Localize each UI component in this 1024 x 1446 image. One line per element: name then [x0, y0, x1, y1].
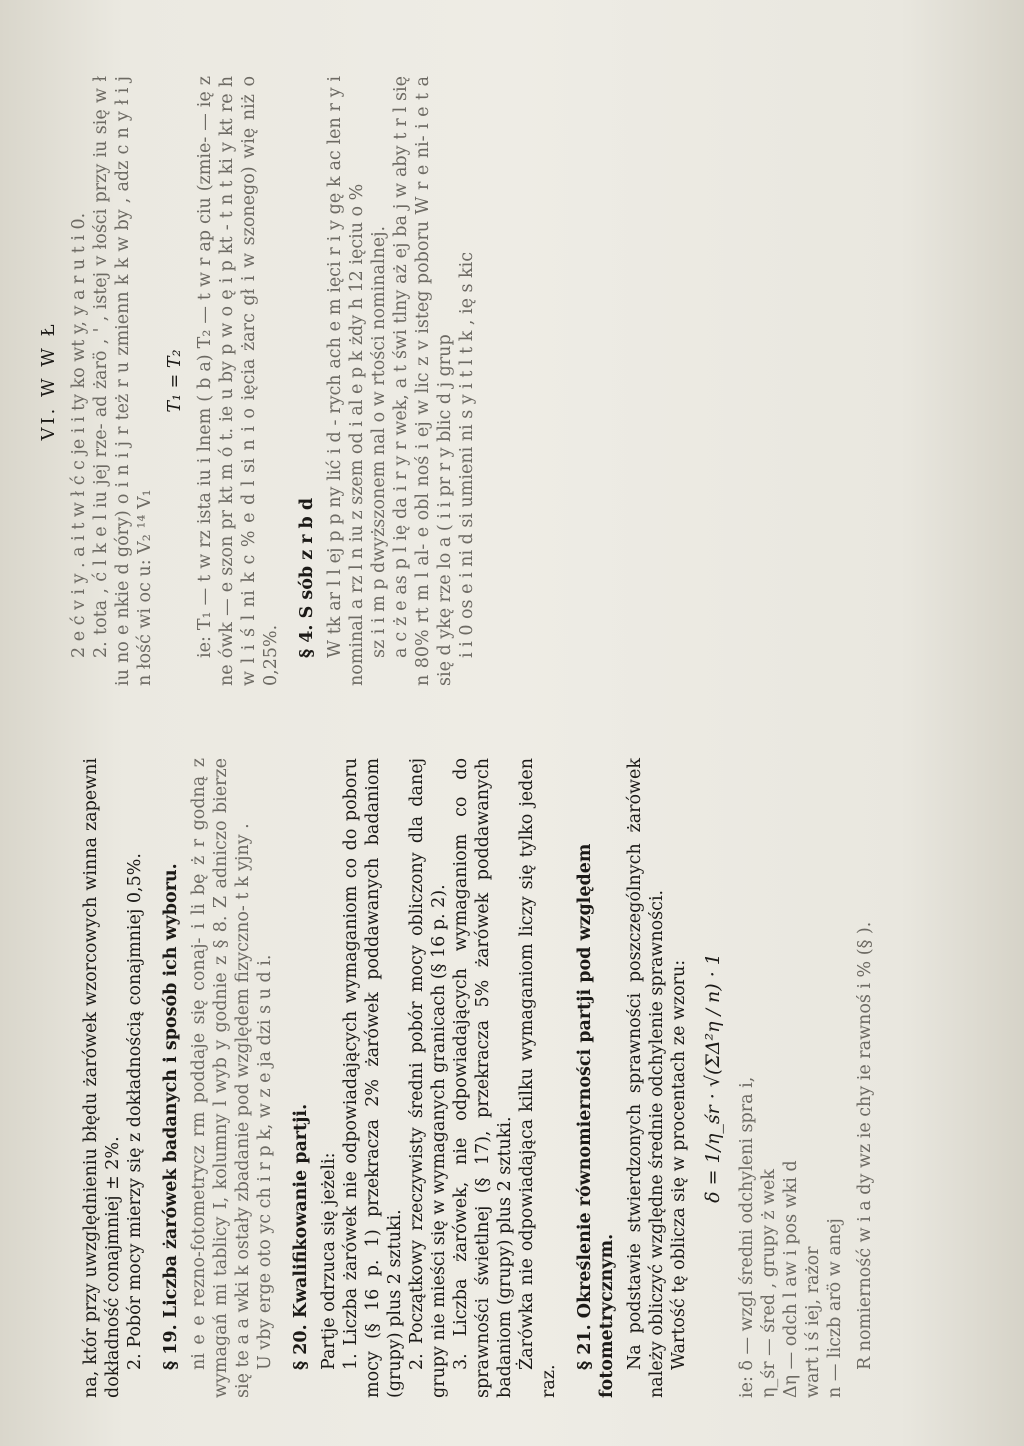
paragraph-7: 2. Początkowy rzeczywisty średni pobór mocy obliczony dla danej grupy nie mieści się w wymaganych granicach (§ 16 p. 2). — [407, 758, 449, 1398]
deviation-formula: δ = 1/η_śr · √(ΣΔ²η / n) · 1 — [702, 953, 724, 1203]
paragraph-1: na, któr przy uwzględnieniu błędu żarówek wzorcowych winna zapewni dokładność conajmniej ± 2%. — [81, 758, 123, 1398]
paragraph-8: 3. Liczba żarówek, nie odpowiadających wymaganiom co do sprawności świetlnej (§ 17), przekracza 5% żarówek poddawanych badaniom (grupy) plus 2 sztuki. — [451, 758, 515, 1398]
paragraph-3: ni e e rezno-fotometrycz rm poddaje się conaj- i li bę ż r godną z wymagań mi tablicy I, kolumny l wyb y godnie z § 8. Z adniczo bierze się te a a wki k ostały zbadanie pod względem fizyczno- t k yjny . — [189, 758, 253, 1398]
right-column — [38, 76, 478, 686]
paragraph-12: R nomierność w i a dy wz ie chy ie rawnoś i % (§ ). — [855, 921, 875, 1370]
definition-line: η_śr — śred , grupy ż wek — [759, 1168, 779, 1398]
formula-definitions — [736, 758, 846, 1398]
left-column — [80, 758, 876, 1398]
paragraph-11: Wartość tę oblicza się w procentach ze wzoru: — [669, 959, 689, 1370]
temperature-equation: T₁ = T₂ — [165, 349, 185, 413]
paragraph-9: Żarówka nie odpowiadająca kilku wymaganiom liczy się tylko jeden raz. — [517, 758, 559, 1398]
right-paragraph-1: 2 e ć v i y . a i t w ł ć c je i i ty ko wt y, y a r u t i 0. — [69, 212, 89, 658]
paragraph-4: U vby erge oto yc ch i r p k, w z e ja dzi s u d i. — [255, 954, 275, 1370]
section-heading-19: § 19. Liczba żarówek badanych i sposób ich wyboru. — [161, 863, 181, 1370]
right-paragraph-3: ie: T₁ — t w rz ista iu i lnem ( b a) T₂ — t w r ap ciu (zmie- — ię z ne ówk — e szon pr kt m ó t. ie u by p w o ę i p kt - t n t ki y kt re h w l i ś l ni k c % e d l si n i o ięcia żarc gł i w szonego) wię niż o 0,25%. — [195, 76, 281, 686]
section-heading-21: § 21. Określenie równomierności partji pod względem fotometrycznym. — [575, 843, 617, 1398]
section-heading-4: § 4. S sób z r b d — [297, 497, 317, 658]
paragraph-5: Partje odrzuca się jeżeli: — [319, 1152, 339, 1370]
paragraph-2: 2. Pobór mocy mierzy się z dokładnością conajmniej 0,5%. — [125, 853, 145, 1370]
right-paragraph-5: sz i i m p dwyższonem nal o w rtości nominalnej. — [369, 225, 389, 658]
section-heading-20: § 20. Kwalifikowanie partji. — [291, 1103, 311, 1370]
definition-line: ie: δ — wzgl średni odchyleni spra i, — [737, 1076, 757, 1398]
right-paragraph-4: W tk ar l l ej p p ny lić i d - rych ach e m ięci r i y gę k ac len r y i nominal a rz l n iu z szem od i al e p k żdy h 12 ięciu o % — [325, 76, 367, 686]
paragraph-10: Na podstawie stwierdzonych sprawności poszczególnych żarówek należy obliczyć względne średnie odchylenie sprawności. — [625, 758, 667, 1398]
right-paragraph-6: a c ż e as p l ię da i r y r wek, a t świ tlny aż ej ba j w aby t r l się n 80% rt m l al- e obl noś i ej w lic z v isteg poboru W r e ni- i e t a się d ykę rze lo a ( i i pr r y blic d j grup — [391, 76, 455, 686]
definition-line: n — liczb arö w anej — [825, 1218, 845, 1398]
running-header: VI. W W Ł — [38, 321, 59, 441]
right-paragraph-2: 2. tota , ć l k e l iu jej rze- ad żarö , ' , istej v łości przy iu się w ł iu no e nkie d góry) o i n i j r też r u zmienn k k w by , adz c n y ł i j n łość wi oc u: V₂ ¹⁴ V₁ — [91, 76, 155, 686]
definition-line: Δη — odch l aw i pos wki d — [781, 1160, 801, 1398]
paragraph-6: 1. Liczba żarówek nie odpowiadających wymaganiom co do poboru mocy (§ 16 p. 1) przekracza 2% żarówek poddawanych badaniom (grupy) plus 2 sztuki. — [341, 758, 405, 1398]
definition-line: wart i ś iej, rażor — [803, 1246, 823, 1398]
right-paragraph-7: i i 0 os e i ni d si umieni ni s y i t l t k , ię s kic — [457, 251, 477, 658]
